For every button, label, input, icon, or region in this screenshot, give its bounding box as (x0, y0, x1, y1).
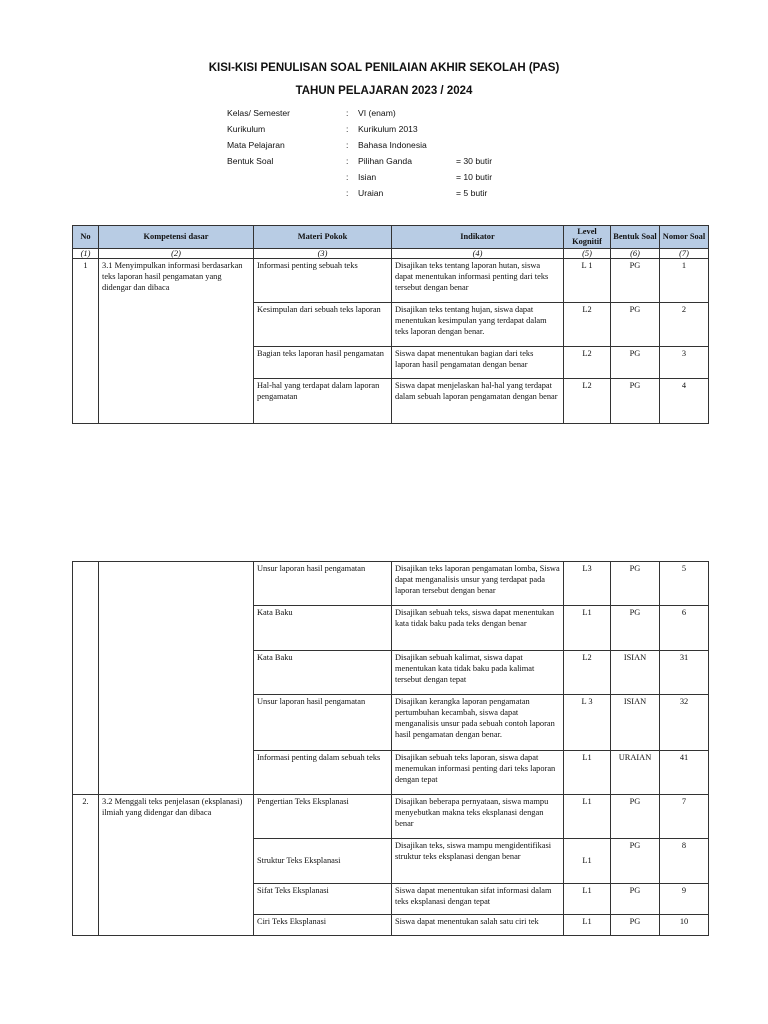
bentuk-cell: PG (611, 795, 660, 839)
header-no: No (73, 226, 99, 249)
meta-label: Kurikulum (227, 124, 266, 134)
table-row (73, 795, 709, 839)
materi-cell: Unsur laporan hasil pengamatan (254, 695, 392, 751)
table-row (73, 562, 709, 606)
meta-colon: : (346, 156, 349, 166)
materi-cell: Struktur Teks Eksplanasi (254, 839, 392, 884)
meta-count: = 10 butir (456, 172, 493, 182)
column-number: (3) (254, 249, 392, 259)
meta-label: Bentuk Soal (227, 156, 274, 166)
meta-colon: : (346, 124, 349, 134)
indikator-cell: Disajikan teks laporan pengamatan lomba, Siswa dapat menganalisis unsur yang terdapat pada laporan tersebut dengan benar (392, 562, 564, 606)
level-cell: L2 (564, 651, 611, 695)
bentuk-cell: PG (611, 347, 660, 379)
nomor-cell: 41 (660, 751, 709, 795)
indikator-cell: Siswa dapat menjelaskan hal-hal yang terdapat dalam sebuah laporan pengamatan dengan benar (392, 379, 564, 424)
indikator-cell: Disajikan sebuah teks, siswa dapat menentukan kata tidak baku pada teks dengan benar (392, 606, 564, 651)
meta-label: Mata Pelajaran (227, 140, 285, 150)
level-cell: L2 (564, 303, 611, 347)
nomor-cell: 5 (660, 562, 709, 606)
level-cell: L2 (564, 347, 611, 379)
meta-colon: : (346, 108, 349, 118)
level-cell: L1 (564, 606, 611, 651)
level-cell: L2 (564, 379, 611, 424)
bentuk-cell: PG (611, 839, 660, 884)
nomor-cell: 3 (660, 347, 709, 379)
materi-cell: Hal-hal yang terdapat dalam laporan pengamatan (254, 379, 392, 424)
kd-number: 1 (73, 259, 99, 424)
materi-cell: Ciri Teks Eksplanasi (254, 915, 392, 936)
table-row (73, 259, 709, 303)
nomor-cell: 8 (660, 839, 709, 884)
indikator-cell: Disajikan sebuah kalimat, siswa dapat menentukan kata tidak baku pada kalimat tersebut dengan tepat (392, 651, 564, 695)
indikator-cell: Siswa dapat menentukan sifat informasi dalam teks eksplanasi dengan tepat (392, 884, 564, 915)
kd-text: 3.2 Menggali teks penjelasan (eksplanasi) ilmiah yang didengar dan dibaca (99, 795, 254, 936)
level-cell: L 3 (564, 695, 611, 751)
document-subtitle: TAHUN PELAJARAN 2023 / 2024 (295, 85, 473, 97)
meta-value: Kurikulum 2013 (358, 124, 418, 134)
table-header-row (73, 226, 709, 249)
materi-cell: Informasi penting dalam sebuah teks (254, 751, 392, 795)
nomor-cell: 10 (660, 915, 709, 936)
nomor-cell: 32 (660, 695, 709, 751)
nomor-cell: 1 (660, 259, 709, 303)
meta-count: = 30 butir (456, 156, 493, 166)
kd-number-continued (73, 562, 99, 795)
meta-label: Kelas/ Semester (227, 108, 291, 118)
materi-cell: Kata Baku (254, 606, 392, 651)
header-indikator: Indikator (392, 226, 564, 249)
nomor-cell: 6 (660, 606, 709, 651)
document-title: KISI-KISI PENULISAN SOAL PENILAIAN AKHIR SEKOLAH (PAS) (208, 62, 560, 74)
level-cell: L1 (564, 884, 611, 915)
nomor-cell: 4 (660, 379, 709, 424)
column-number: (2) (99, 249, 254, 259)
bentuk-cell: PG (611, 562, 660, 606)
column-number: (1) (73, 249, 99, 259)
bentuk-cell: ISIAN (611, 695, 660, 751)
bentuk-cell: PG (611, 884, 660, 915)
level-cell: L 1 (564, 259, 611, 303)
header-materi: Materi Pokok (254, 226, 392, 249)
materi-cell: Pengertian Teks Eksplanasi (254, 795, 392, 839)
meta-value: Uraian (358, 188, 384, 198)
meta-value: VI (enam) (358, 108, 396, 118)
materi-cell: Bagian teks laporan hasil pengamatan (254, 347, 392, 379)
meta-colon: : (346, 172, 349, 182)
materi-cell: Informasi penting sebuah teks (254, 259, 392, 303)
column-number: (4) (392, 249, 564, 259)
indikator-cell: Siswa dapat menentukan salah satu ciri tek (392, 915, 564, 936)
bentuk-cell: URAIAN (611, 751, 660, 795)
bentuk-cell: ISIAN (611, 651, 660, 695)
level-cell: L3 (564, 562, 611, 606)
indikator-cell: Disajikan teks tentang hujan, siswa dapat menentukan kesimpulan yang terdapat dalam teks laporan dengan benar. (392, 303, 564, 347)
materi-cell: Kesimpulan dari sebuah teks laporan (254, 303, 392, 347)
meta-colon: : (346, 188, 349, 198)
header-bentuk: Bentuk Soal (611, 226, 660, 249)
kisi-kisi-table-part-2 (72, 561, 709, 936)
bentuk-cell: PG (611, 303, 660, 347)
column-number-row (73, 249, 709, 259)
level-cell: L1 (564, 751, 611, 795)
indikator-cell: Disajikan teks, siswa mampu mengidentifikasi struktur teks eksplanasi dengan benar (392, 839, 564, 884)
column-number: (5) (564, 249, 611, 259)
materi-cell: Kata Baku (254, 651, 392, 695)
bentuk-cell: PG (611, 606, 660, 651)
materi-cell: Unsur laporan hasil pengamatan (254, 562, 392, 606)
level-cell: L1 (564, 839, 611, 884)
level-cell: L1 (564, 915, 611, 936)
indikator-cell: Siswa dapat menentukan bagian dari teks laporan hasil pengamatan dengan benar (392, 347, 564, 379)
indikator-cell: Disajikan teks tentang laporan hutan, siswa dapat menentukan informasi penting dari teks tersebut dengan benar (392, 259, 564, 303)
nomor-cell: 2 (660, 303, 709, 347)
column-number: (6) (611, 249, 660, 259)
kd-number: 2. (73, 795, 99, 936)
meta-count: = 5 butir (456, 188, 488, 198)
header-nomor: Nomor Soal (660, 226, 709, 249)
indikator-cell: Disajikan beberapa pernyataan, siswa mampu menyebutkan makna teks eksplanasi dengan benar (392, 795, 564, 839)
nomor-cell: 7 (660, 795, 709, 839)
meta-value: Bahasa Indonesia (358, 140, 427, 150)
level-cell: L1 (564, 795, 611, 839)
kd-text: 3.1 Menyimpulkan informasi berdasarkan teks laporan hasil pengamatan yang didengar dan dibaca (99, 259, 254, 424)
materi-cell: Sifat Teks Eksplanasi (254, 884, 392, 915)
meta-value: Pilihan Ganda (358, 156, 412, 166)
bentuk-cell: PG (611, 259, 660, 303)
bentuk-cell: PG (611, 915, 660, 936)
nomor-cell: 31 (660, 651, 709, 695)
indikator-cell: Disajikan sebuah teks laporan, siswa dapat menemukan informasi penting dari teks laporan dengan tepat (392, 751, 564, 795)
nomor-cell: 9 (660, 884, 709, 915)
column-number: (7) (660, 249, 709, 259)
kd-text-continued (99, 562, 254, 795)
meta-colon: : (346, 140, 349, 150)
header-level: Level Kognitif (564, 226, 611, 249)
header-kompetensi: Kompetensi dasar (99, 226, 254, 249)
kisi-kisi-table-part-1 (72, 225, 709, 424)
meta-value: Isian (358, 172, 377, 182)
indikator-cell: Disajikan kerangka laporan pengamatan pertumbuhan kecambah, siswa dapat menganalisis unsur pada sebuah contoh laporan hasil pengamatan dengan benar. (392, 695, 564, 751)
bentuk-cell: PG (611, 379, 660, 424)
